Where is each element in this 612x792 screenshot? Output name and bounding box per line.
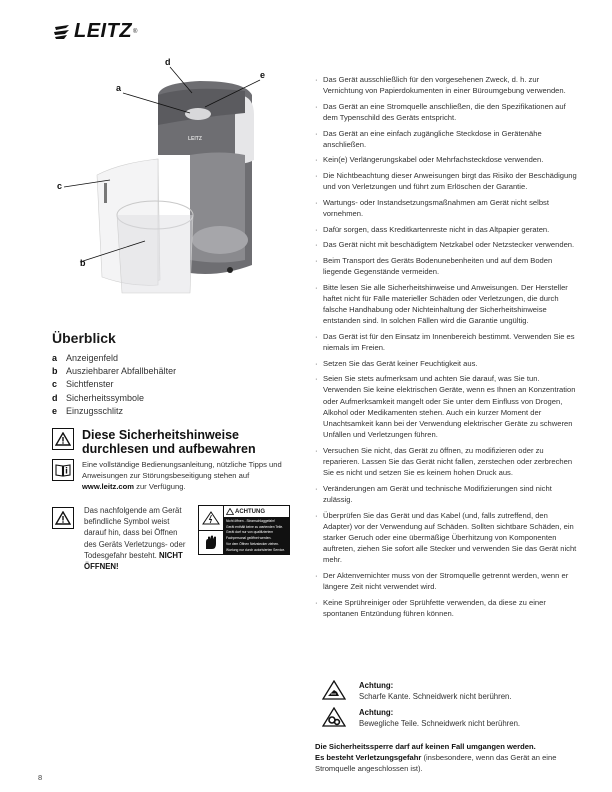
caution-text: Bewegliche Teile. Schneidwerk nicht berühren. bbox=[359, 719, 521, 728]
overview-section bbox=[52, 330, 292, 418]
overview-key: c bbox=[52, 379, 58, 390]
rule-text: Kein(e) Verlängerungskabel oder Mehrfachsteckdose verwenden. bbox=[323, 155, 544, 165]
caution-text: Scharfe Kante. Schneidwerk nicht berühren. bbox=[359, 692, 512, 701]
rule-item: · Die Nichtbeachtung dieser Anweisungen birgt das Risiko der Beschädigung und von Verletzungen und führt zum Erlöschen der Garantie. bbox=[315, 170, 577, 192]
manual-book-icon bbox=[52, 459, 74, 481]
callout-b: b bbox=[80, 258, 86, 268]
device-warning-text bbox=[84, 505, 192, 572]
rule-text: Der Aktenvernichter muss von der Stromquelle getrennt werden, wenn er längere Zeit nicht verwendet wird. bbox=[323, 570, 569, 592]
overview-key: d bbox=[52, 392, 58, 403]
sticker-line: Wartung nur durch autorisierten Service. bbox=[226, 547, 286, 552]
rule-item: · Wartungs- oder Instandsetzungsmaßnahmen am Gerät nicht selbst vornehmen. bbox=[315, 197, 577, 219]
rule-item: · Setzen Sie das Gerät keiner Feuchtigkeit aus. bbox=[315, 358, 478, 368]
notice-title bbox=[82, 428, 256, 456]
overview-item bbox=[52, 352, 292, 365]
sticker-heading-text: ACHTUNG bbox=[235, 508, 265, 515]
overview-label: Ausziehbarer Abfallbehälter bbox=[66, 366, 177, 377]
rule-text: Das Gerät ausschließlich für den vorgesehenen Zweck, d. h. zur Vernichtung von Papierdokumenten in einer Büroumgebung verwenden. bbox=[323, 75, 566, 96]
notice-title-line1: Diese Sicherheitshinweise bbox=[82, 428, 240, 442]
rule-item: · Beim Transport des Geräts Bodenunebenheiten und auf dem Boden liegende Gegenstände vermeiden. bbox=[315, 255, 577, 277]
rule-item: · Bitte lesen Sie alle Sicherheitshinweise und Anweisungen. Der Hersteller haftet nicht für Fälle materieller Schäden oder Verletzungen, die durch falsche Handhabung oder Nichteinhaltung der Sicherheitshinweise entstanden sind. In solchen Fällen wird die Garantie ungültig. bbox=[315, 282, 577, 327]
rule-text: Beim Transport des Geräts Bodenunebenheiten und auf dem Boden liegende Gegenstände vermeiden. bbox=[323, 255, 553, 276]
sticker-body bbox=[224, 518, 289, 554]
hand-hazard-icon bbox=[199, 531, 223, 555]
callout-c: c bbox=[57, 181, 63, 191]
device-label: LEITZ bbox=[188, 136, 202, 142]
leitz-logo-mark-icon bbox=[52, 24, 72, 40]
rule-text: Überprüfen Sie das Gerät und das Kabel (und, falls zutreffend, den Adapter) vor der Verwendung auf Schäden. Sollten sichtbare Schäden, ein starker Geruch oder eine übermäßige Überhitzung von Komponenten auftreten, ziehen Sie sofort alle Stecker und verwenden Sie das Gerät nicht mehr. bbox=[323, 510, 577, 565]
callout-a: a bbox=[116, 83, 122, 93]
sharp-edge-warning-icon bbox=[322, 680, 346, 700]
caution-title: Achtung: bbox=[359, 681, 394, 690]
overview-item bbox=[52, 365, 292, 378]
caution-item bbox=[322, 680, 577, 702]
rule-text: Setzen Sie das Gerät keiner Feuchtigkeit aus. bbox=[323, 358, 478, 368]
leitz-logo bbox=[52, 20, 137, 43]
leitz-website-link[interactable]: www.leitz.com bbox=[82, 482, 135, 491]
overview-key: e bbox=[52, 405, 58, 416]
waste-bin bbox=[117, 215, 193, 293]
final-warning bbox=[315, 741, 577, 775]
caution-item bbox=[322, 707, 577, 729]
page-number: 8 bbox=[38, 773, 43, 782]
caution-title: Achtung: bbox=[359, 708, 394, 717]
safety-rules-list bbox=[315, 74, 577, 624]
overview-key: b bbox=[52, 366, 58, 377]
sticker-line: Gerät darf nur von qualifiziertem bbox=[226, 530, 274, 535]
leitz-logo-text: LEITZ bbox=[74, 20, 133, 42]
rule-text: Das Gerät an eine einfach zugängliche Steckdose in Gerätenähe anschließen. bbox=[323, 128, 542, 149]
rule-text: Das Gerät nicht mit beschädigtem Netzkabel oder Netzstecker verwenden. bbox=[323, 240, 575, 250]
rule-text: Die Nichtbeachtung dieser Anweisungen birgt das Risiko der Beschädigung und von Verletzungen und führt zum Erlöschen der Garantie. bbox=[323, 170, 577, 192]
callout-d: d bbox=[165, 57, 171, 67]
rule-item: · Das Gerät an eine einfach zugängliche Steckdose in Gerätenähe anschließen. bbox=[315, 128, 577, 150]
overview-label: Einzugsschlitz bbox=[66, 405, 124, 416]
shredder-illustration bbox=[40, 55, 300, 295]
caution-list bbox=[322, 680, 577, 734]
sticker-heading bbox=[224, 506, 289, 518]
rule-item: · Das Gerät nicht mit beschädigtem Netzkabel oder Netzstecker verwenden. bbox=[315, 240, 575, 250]
control-panel bbox=[185, 108, 211, 120]
sticker-line: Nicht öffnen - Stromschlaggefahr! bbox=[226, 519, 276, 523]
overview-item bbox=[52, 378, 292, 391]
rule-item: · Der Aktenvernichter muss von der Stromquelle getrennt werden, wenn er längere Zeit nicht verwendet wird. bbox=[315, 570, 577, 592]
notice-body bbox=[82, 459, 292, 492]
moving-parts-gear-icon bbox=[322, 707, 346, 727]
device-warning-body: Das nachfolgende am Gerät befindliche Symbol weist darauf hin, dass bei Öffnen des Geräts Verletzungs- oder Todesgefahr besteht. bbox=[84, 506, 186, 560]
electric-shock-icon bbox=[199, 506, 223, 531]
rule-text: Bitte lesen Sie alle Sicherheitshinweise und Anweisungen. Der Hersteller haftet nicht für Fälle materieller Schäden oder Verletzungen, die durch falsche Handhabung oder Nichteinhaltung der Sicherheitshinweise entstanden sind. In solchen Fällen wird die Garantie ungültig. bbox=[323, 282, 568, 326]
shredder-drawing bbox=[40, 55, 300, 295]
overview-item bbox=[52, 405, 292, 418]
overview-label: Anzeigenfeld bbox=[66, 353, 119, 363]
overview-title: Überblick bbox=[52, 330, 116, 346]
rule-item: · Dafür sorgen, dass Kreditkartenreste nicht in das Altpapier geraten. bbox=[315, 224, 550, 234]
sticker-line: Vor dem Öffnen Netzstecker ziehen. bbox=[226, 541, 279, 546]
rule-text: Das Gerät ist für den Einsatz im Innenbereich bestimmt. Verwenden Sie es niemals im Freien. bbox=[323, 331, 575, 352]
sticker-line: Gerät enthält keine zu wartenden Teile. bbox=[226, 524, 284, 529]
callout-e: e bbox=[260, 70, 266, 80]
device-warning bbox=[52, 505, 297, 572]
rule-text: Keine Sprühreiniger oder Sprühfette verwenden, da diese zu einer spontanen Entzündung führen können. bbox=[323, 597, 546, 618]
rule-item: · Das Gerät an eine Stromquelle anschließen, die den Spezifikationen auf dem Typenschild des Geräts entspricht. bbox=[315, 101, 577, 123]
overview-label: Sicherheitssymbole bbox=[66, 392, 145, 403]
overview-item bbox=[52, 392, 292, 405]
do-not-open-text: NICHT ÖFFNEN! bbox=[84, 550, 183, 572]
warning-triangle-icon bbox=[52, 428, 74, 450]
rule-text: Veränderungen am Gerät und technische Modifizierungen sind nicht zulässig. bbox=[323, 483, 552, 504]
rule-item: · Seien Sie stets aufmerksam und achten Sie darauf, was Sie tun. Verwenden Sie keine elektrischen Geräte, wenn es Ihnen an Konzentration oder Aufmerksamkeit mangelt oder Sie unter dem Einfluss von Drogen, Alkohol oder Medikamenten stehen. Auch ein kurzer Moment der Unachtsamkeit kann bei der Verwendung elektrischer Geräte zu schweren Unfällen und Verletzungen führen. bbox=[315, 374, 576, 440]
rule-item: · Veränderungen am Gerät und technische Modifizierungen sind nicht zulässig. bbox=[315, 483, 577, 505]
rule-item: · Überprüfen Sie das Gerät und das Kabel (und, falls zutreffend, den Adapter) vor der Verwendung auf Schäden. Sollten sichtbare Schäden, ein starker Geruch oder eine übermäßige Überhitzung von Komponenten auftreten, ziehen Sie sofort alle Stecker und verwenden Sie das Gerät nicht mehr. bbox=[315, 510, 577, 565]
registered-mark: ® bbox=[133, 28, 138, 35]
overview-label: Sichtfenster bbox=[66, 379, 114, 390]
warning-sticker bbox=[198, 505, 290, 555]
rule-text: Das Gerät an eine Stromquelle anschließen, die den Spezifikationen auf dem Typenschild des Geräts entspricht. bbox=[323, 101, 566, 122]
safety-notice bbox=[52, 428, 292, 492]
notice-body-text: Eine vollständige Bedienungsanleitung, nützliche Tipps und Anweisungen zur Störungsbeseitigung stehen auf bbox=[82, 460, 282, 480]
sticker-line: Fachpersonal geöffnet werden. bbox=[226, 536, 272, 541]
rule-item: · Kein(e) Verlängerungskabel oder Mehrfachsteckdose verwenden. bbox=[315, 155, 544, 165]
final-warning-bold: Die Sicherheitssperre darf auf keinen Fall umgangen werden. bbox=[315, 742, 536, 751]
notice-title-line2: durchlesen und aufbewahren bbox=[82, 442, 256, 456]
rule-text: Wartungs- oder Instandsetzungsmaßnahmen am Gerät nicht selbst vornehmen. bbox=[323, 197, 549, 218]
rule-item: · Das Gerät ausschließlich für den vorgesehenen Zweck, d. h. zur Vernichtung von Papierdokumenten in einer Büroumgebung verwenden. bbox=[315, 74, 577, 96]
warning-triangle-icon bbox=[52, 507, 74, 529]
notice-body-text-end: zur Verfügung. bbox=[134, 482, 186, 491]
rule-item: · Keine Sprühreiniger oder Sprühfette verwenden, da diese zu einer spontanen Entzündung führen können. bbox=[315, 597, 577, 619]
final-warning-rest: (insbesondere, wenn das Gerät an eine Stromquelle angeschlossen ist). bbox=[315, 753, 557, 774]
rule-text: Versuchen Sie nicht, das Gerät zu öffnen, zu modifizieren oder zu reparieren. Lassen Sie das Gerät nicht fallen, zerstechen oder zerbrechen Sie es nicht und setzen Sie es keinem hohen Druck aus. bbox=[323, 445, 573, 478]
rule-item: · Versuchen Sie nicht, das Gerät zu öffnen, zu modifizieren oder zu reparieren. Lassen Sie das Gerät nicht fallen, zerstechen oder zerbrechen Sie es nicht und setzen Sie es keinem hohen Druck aus. bbox=[315, 445, 577, 479]
rule-text: Seien Sie stets aufmerksam und achten Sie darauf, was Sie tun. Verwenden Sie keine elektrischen Geräte, wenn es Ihnen an Konzentration oder Aufmerksamkeit mangelt oder Sie unter dem Einfluss von Drogen, Alkohol oder Medikamenten stehen. Auch ein kurzer Moment der Unachtsamkeit kann bei der Verwendung elektrischer Geräte zu schweren Unfällen und Verletzungen führen. bbox=[323, 374, 576, 440]
rule-item: · Das Gerät ist für den Einsatz im Innenbereich bestimmt. Verwenden Sie es niemals im Freien. bbox=[315, 331, 577, 353]
rule-text: Dafür sorgen, dass Kreditkartenreste nicht in das Altpapier geraten. bbox=[323, 224, 550, 234]
overview-key: a bbox=[52, 353, 58, 363]
final-warning-bold2: Es besteht Verletzungsgefahr bbox=[315, 753, 422, 763]
